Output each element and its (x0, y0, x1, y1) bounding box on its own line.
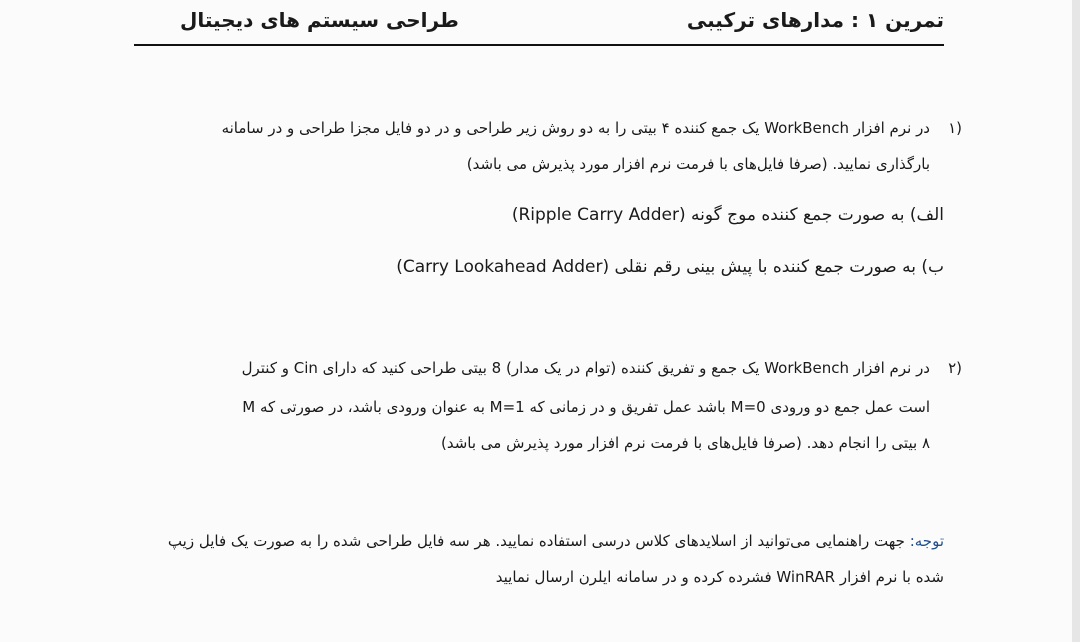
course-title: طراحی سیستم های دیجیتال (180, 8, 459, 32)
q1-line-2: بارگذاری نمایید. (صرفا فایل‌های با فرمت نرم افزار مورد پذیرش می باشد) (466, 155, 930, 173)
q2-number: ۲) (948, 359, 962, 377)
note-line-1 (168, 530, 944, 552)
q2-line-1: در نرم افزار WorkBench یک جمع و تفریق کننده (توام در یک مدار) 8 بیتی طراحی کنید که دارای Cin و کنترل (241, 359, 930, 377)
q2-line-2: M به عنوان ورودی باشد، در صورتی که M=1 باشد عمل تفریق و در زمانی که M=0 است عمل جمع دو ورودی (242, 398, 930, 416)
q1-line-1: در نرم افزار WorkBench یک جمع کننده ۴ بیتی را به دو روش زیر طراحی و در دو فایل مجزا طراحی و در سامانه (221, 119, 930, 137)
page-edge-strip (1072, 0, 1080, 642)
note-label: توجه: (909, 532, 944, 550)
assignment-title: تمرین ۱ : مدارهای ترکیبی (686, 8, 944, 32)
q1-part-b: ب) به صورت جمع کننده با پیش بینی رقم نقلی (Carry Lookahead Adder) (396, 257, 944, 277)
note-line-2: شده با نرم افزار WinRAR فشرده کرده و در سامانه ایلرن ارسال نمایید (495, 568, 944, 586)
note-text-1: جهت راهنمایی می‌توانید از اسلایدهای کلاس درسی استفاده نمایید. هر سه فایل طراحی شده را به صورت یک فایل زیپ (167, 532, 905, 550)
page-header (134, 0, 944, 46)
q2-line-3: ۸ بیتی را انجام دهد. (صرفا فایل‌های با فرمت نرم افزار مورد پذیرش می باشد) (441, 434, 930, 452)
q1-number: ۱) (948, 119, 962, 137)
q1-part-a: الف) به صورت جمع کننده موج گونه (Ripple Carry Adder) (511, 205, 944, 225)
